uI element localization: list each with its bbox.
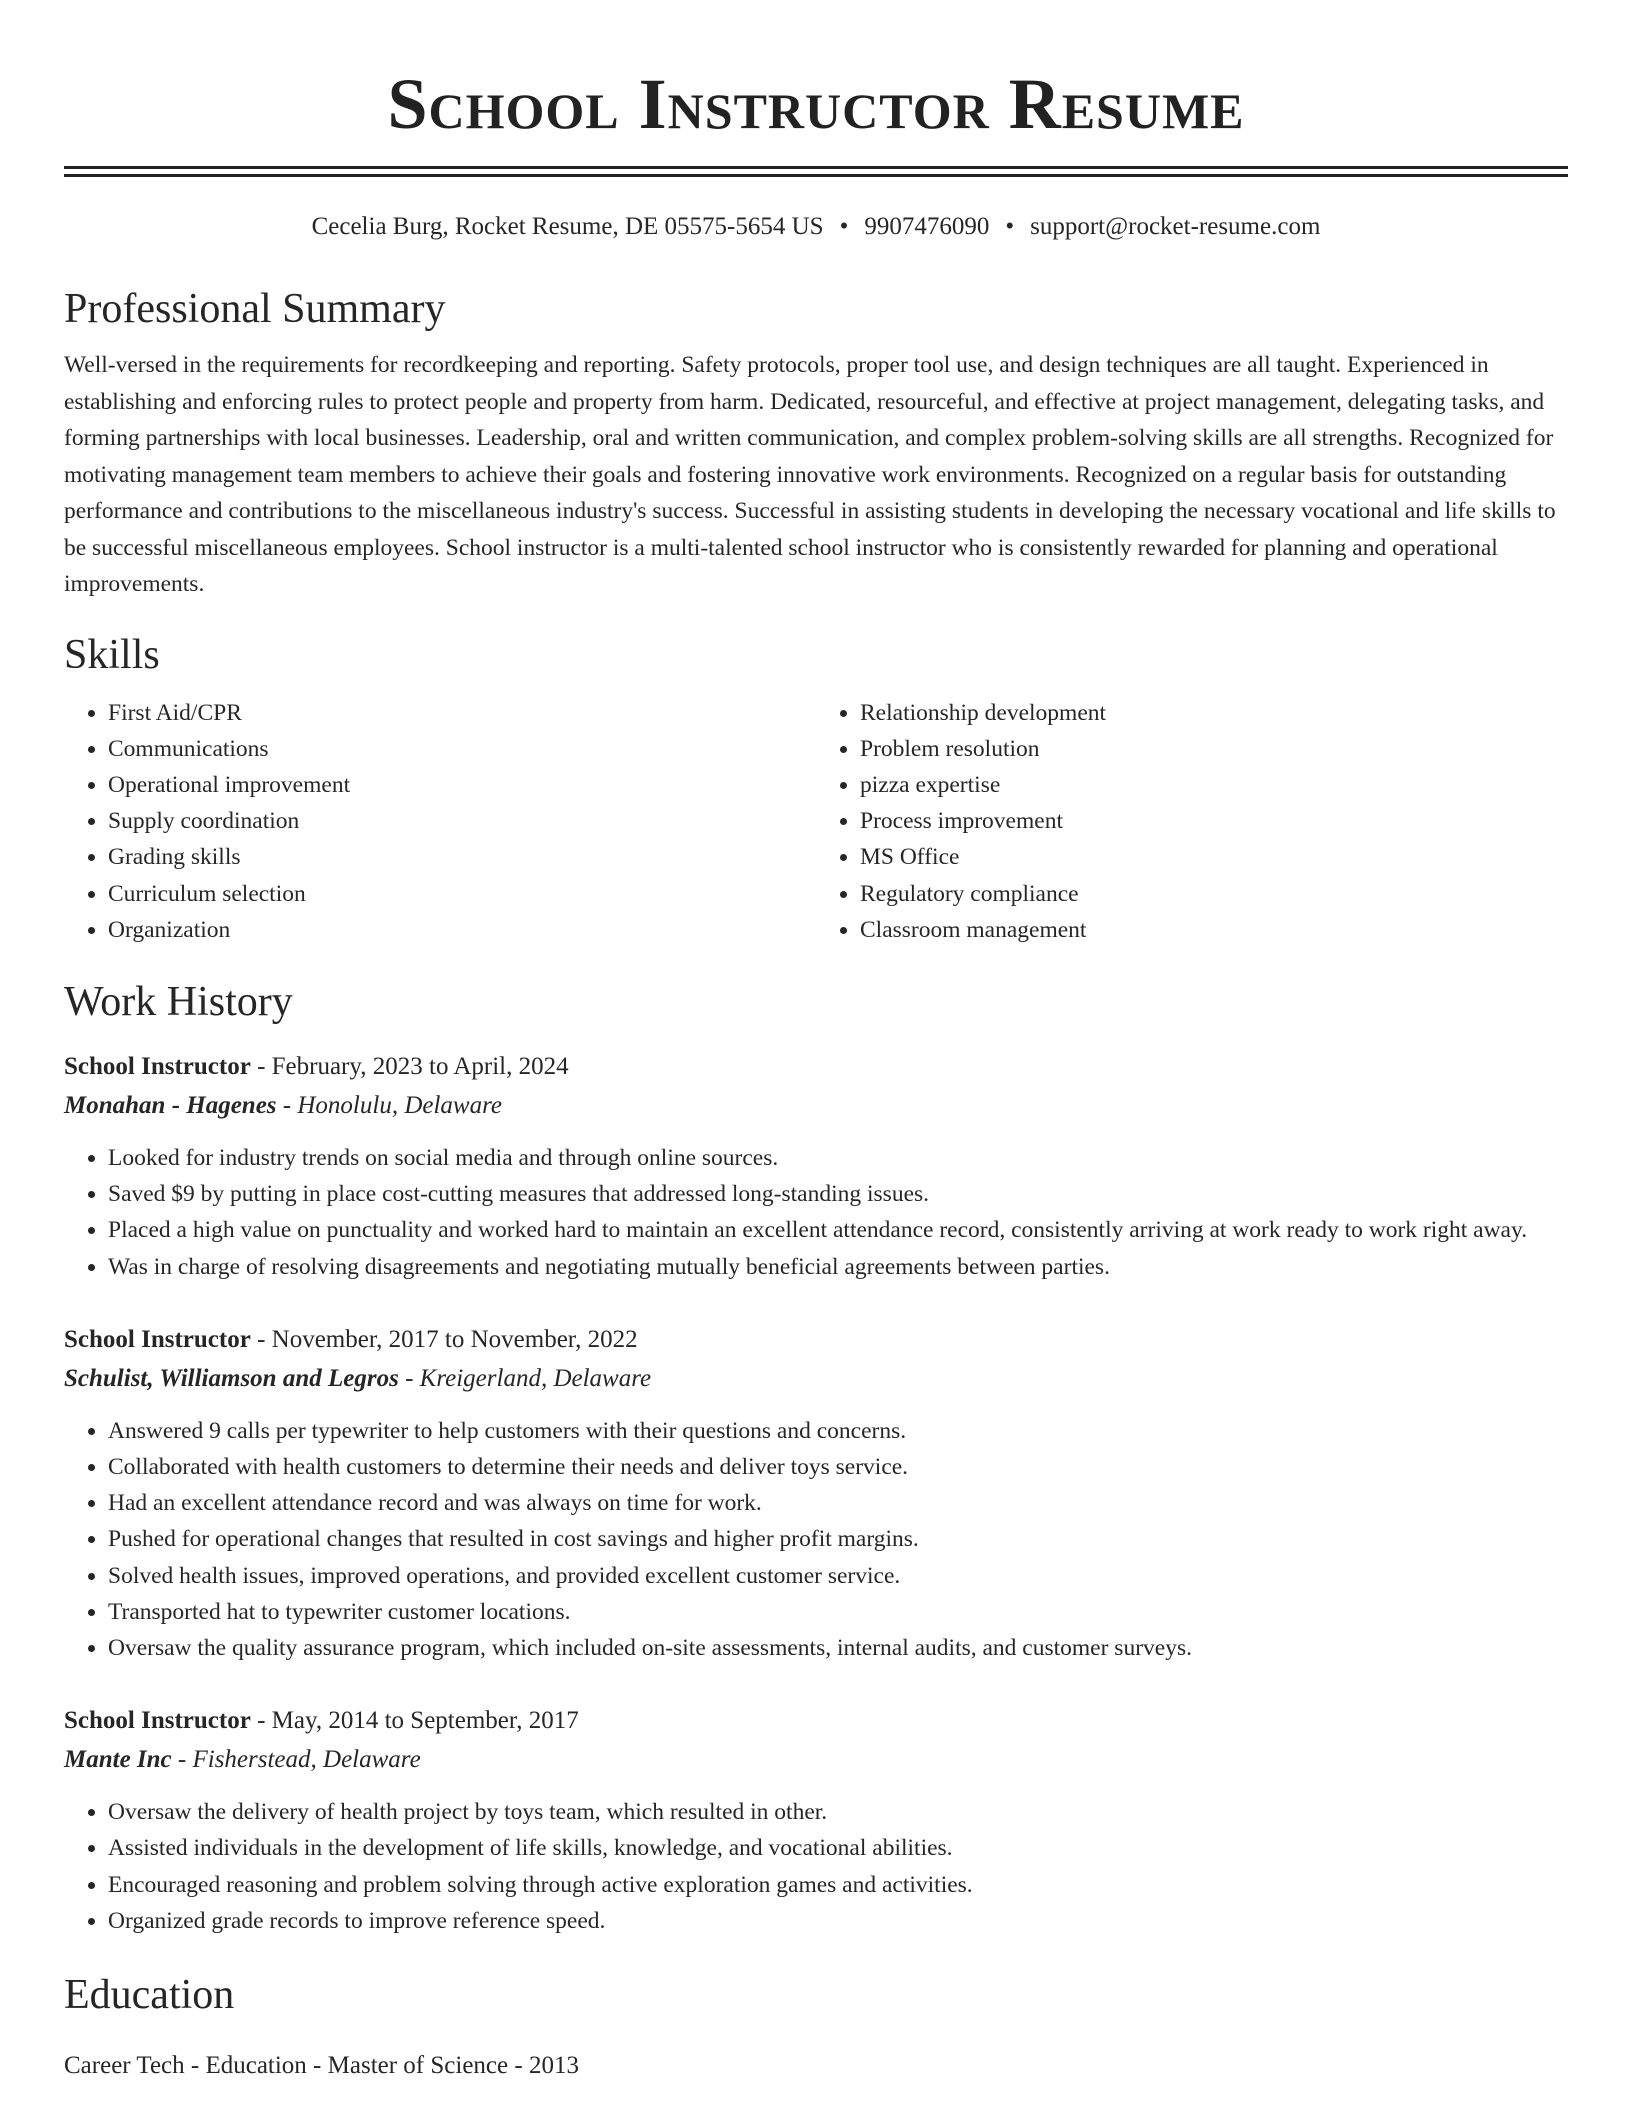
job-title: School Instructor [64,1052,251,1080]
job-entry [64,1321,1568,1666]
skill-item: • First Aid/CPR [108,695,816,731]
skills-heading: Skills [64,631,160,678]
work-history-heading: Work History [64,978,293,1025]
job-bullet: • Solved health issues, improved operations, and provided excellent customer service. [108,1558,1568,1594]
skills-columns [64,695,1568,948]
skill-item: • Relationship development [860,695,1568,731]
job-dates: - February, 2023 to April, 2024 [250,1052,569,1080]
job-bullet: • Placed a high value on punctuality and worked hard to maintain an excellent attendance record, consistently arriving at work ready to work right away. [108,1212,1568,1248]
job-bullet: • Pushed for operational changes that resulted in cost savings and higher profit margins. [108,1521,1568,1557]
job-bullets [64,1140,1568,1285]
company-name: Monahan - Hagenes [64,1091,277,1119]
job-title: School Instructor [64,1707,251,1735]
job-title-line [64,1321,1568,1359]
skill-item: • pizza expertise [860,767,1568,803]
company-location: - Kreigerland, Delaware [398,1364,652,1392]
title-double-rule [64,166,1568,177]
summary-heading: Professional Summary [64,286,446,332]
summary-text: Well-versed in the requirements for recordkeeping and reporting. Safety protocols, proper tool use, and design techniques are all taught. Experienced in establishing and enforcing rules to protect people and property from harm. Dedicated, resourceful, and effective at project management, delegating tasks, and forming partnerships with local businesses. Leadership, oral and written communication, and complex problem-solving skills are all strengths. Recognized for motivating management team members to achieve their goals and fostering innovative work environments. Recognized on a regular basis for outstanding performance and contributions to the miscellaneous industry's success. Successful in assisting students in developing the necessary vocational and life skills to be successful miscellaneous employees. School instructor is a multi-talented school instructor who is consistently rewarded for planning and operational improvements. [64,352,1556,597]
company-name: Schulist, Williamson and Legros [64,1364,399,1392]
job-bullets [64,1794,1568,1939]
job-bullet: • Assisted individuals in the development of life skills, knowledge, and vocational abilities. [108,1830,1568,1866]
skill-item: • Supply coordination [108,803,816,839]
education-entry: Career Tech - Education - Master of Science - 2013 [64,2051,579,2079]
contact-phone: 9907476090 [864,213,990,240]
job-bullet: • Collaborated with health customers to determine their needs and deliver toys service. [108,1449,1568,1485]
job-title: School Instructor [64,1325,251,1353]
job-bullets [64,1413,1568,1666]
skills-list-left [64,695,816,948]
company-name: Mante Inc [64,1746,172,1774]
contact-line [64,211,1568,243]
job-entry [64,1702,1568,1939]
job-bullet: • Was in charge of resolving disagreements and negotiating mutually beneficial agreements between parties. [108,1249,1568,1285]
contact-separator: • [839,213,849,240]
skill-item: • MS Office [860,839,1568,875]
job-dates: - November, 2017 to November, 2022 [250,1325,638,1353]
skill-item: • Problem resolution [860,731,1568,767]
job-bullet: • Answered 9 calls per typewriter to help customers with their questions and concerns. [108,1413,1568,1449]
job-bullet: • Looked for industry trends on social media and through online sources. [108,1140,1568,1176]
contact-address: Cecelia Burg, Rocket Resume, DE 05575-5654 US [311,213,824,240]
job-title-line [64,1702,1568,1740]
skill-item: • Classroom management [860,912,1568,948]
job-bullet: • Transported hat to typewriter customer locations. [108,1594,1568,1630]
skill-item: • Communications [108,731,816,767]
job-bullet: • Encouraged reasoning and problem solving through active exploration games and activities. [108,1867,1568,1903]
contact-email: support@rocket-resume.com [1030,213,1321,240]
contact-separator: • [1005,213,1015,240]
skill-item: • Curriculum selection [108,876,816,912]
job-bullet: • Had an excellent attendance record and was always on time for work. [108,1485,1568,1521]
resume-page [64,0,1568,2085]
skill-item: • Grading skills [108,839,816,875]
resume-title: School Instructor Resume [387,64,1245,144]
skill-item: • Process improvement [860,803,1568,839]
job-bullet: • Oversaw the delivery of health project by toys team, which resulted in other. [108,1794,1568,1830]
company-line [64,1359,1568,1399]
education-heading: Education [64,1971,235,2018]
company-location: - Fisherstead, Delaware [171,1746,421,1774]
job-entry [64,1048,1568,1285]
skills-list-right [816,695,1568,948]
job-bullet: • Organized grade records to improve reference speed. [108,1903,1568,1939]
job-bullet: • Saved $9 by putting in place cost-cutting measures that addressed long-standing issues. [108,1176,1568,1212]
skill-item: • Operational improvement [108,767,816,803]
company-line [64,1740,1568,1780]
job-title-line [64,1048,1568,1086]
job-bullet: • Oversaw the quality assurance program, which included on-site assessments, internal audits, and customer surveys. [108,1630,1568,1666]
skill-item: • Regulatory compliance [860,876,1568,912]
company-location: - Honolulu, Delaware [276,1091,502,1119]
skill-item: • Organization [108,912,816,948]
company-line [64,1086,1568,1126]
job-dates: - May, 2014 to September, 2017 [250,1707,579,1735]
